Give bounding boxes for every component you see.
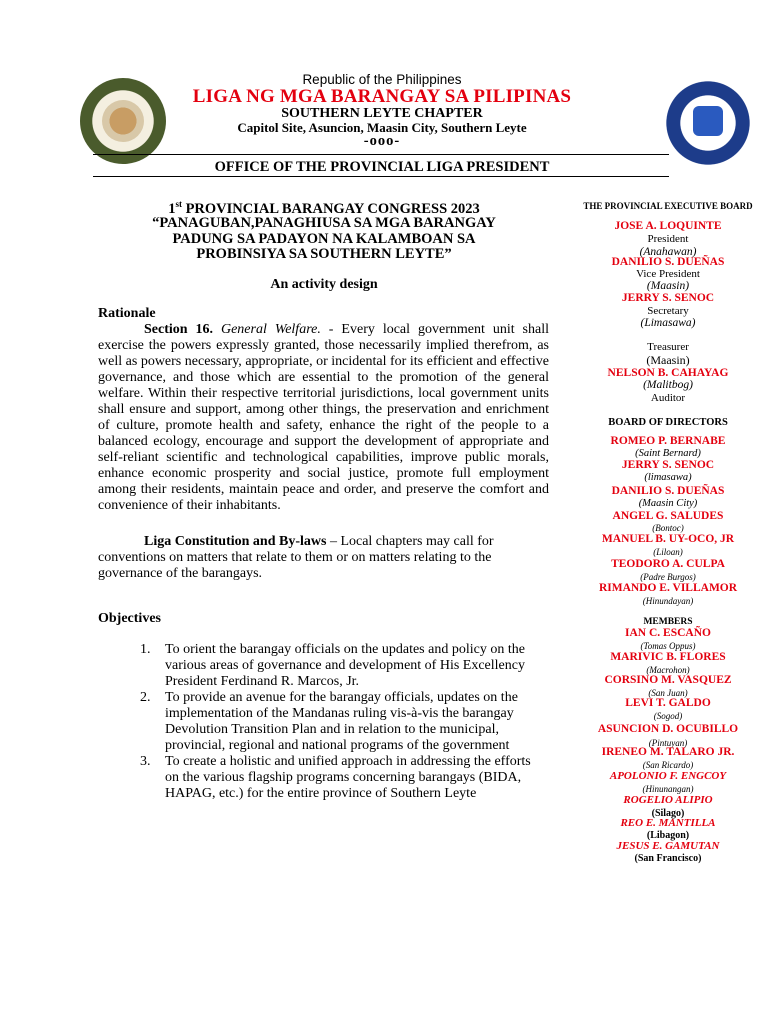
member-place: (San Ricardo) <box>642 760 694 770</box>
member-name: APOLONIO F. ENGCOY <box>609 770 727 782</box>
board-heading: BOARD OF DIRECTORS <box>608 417 728 428</box>
subtitle: An activity design <box>270 277 378 292</box>
office-title: OFFICE OF THE PROVINCIAL LIGA PRESIDENT <box>214 159 550 175</box>
objectives-heading: Objectives <box>98 611 161 626</box>
member-name: ASUNCION D. OCUBILLO <box>597 723 739 735</box>
member-name: LEVI T. GALDO <box>625 697 711 709</box>
member-place: (Hinunangan) <box>642 784 694 794</box>
section-16-paragraph: Section 16. General Welfare. - Every local government unit shall exercise the powers expressly granted, those necessarily implied therefrom, as well as powers necessary, appropriate, or incidental for its efficient and effective governance, and those which are essential to the promotion of the general welfare. Within their respective territorial jurisdictions, local government units shall ensure and support, among other things, the preservation and enrichment of culture, promote health and safety, enhance the right of the people to a balanced ecology, encourage and support the development of appropriate and self-reliant scientific and technological capabilities, improve public morals, enhance economic prosperity and social justice, promote full employment among their residents, maintain peace and order, and preserve the comfort and convenience of their inhabitants. <box>98 322 550 513</box>
director-name: RIMANDO E. VILLAMOR <box>598 582 738 594</box>
officer-title: President <box>647 233 689 245</box>
theme-line: PROBINSIYA SA SOUTHERN LEYTE” <box>196 246 452 262</box>
officer-title: Vice President <box>636 268 700 280</box>
officer-place: (Malitbog) <box>643 379 693 391</box>
director-place: (limasawa) <box>644 472 692 483</box>
director-place: (Padre Burgos) <box>640 572 696 582</box>
director-place: (Liloan) <box>653 547 683 557</box>
member-place: (San Juan) <box>648 688 688 698</box>
member-place: (Pintuyan) <box>648 738 688 748</box>
director-name: TEODORO A. CULPA <box>611 558 725 570</box>
member-name: REO E. MANTILLA <box>620 817 716 829</box>
divider <box>93 154 669 155</box>
separator: -ooo- <box>363 133 401 149</box>
director-place: (Maasin City) <box>638 498 698 509</box>
officer-title: Treasurer <box>647 341 689 353</box>
chapter-name: SOUTHERN LEYTE CHAPTER <box>281 106 483 121</box>
member-name: CORSINO M. VASQUEZ <box>604 674 732 686</box>
officer-title: Auditor <box>650 392 686 404</box>
members-heading: MEMBERS <box>643 617 693 627</box>
list-item: 1. To orient the barangay officials on the updates and policy on the various areas of governance and development of His Excellency President Ferdinand R. Marcos, Jr. <box>140 642 525 689</box>
congress-title: 1st PROVINCIAL BARANGAY CONGRESS 2023 <box>168 199 480 217</box>
theme-line: PADUNG SA PADAYON NA KALAMBOAN SA <box>172 231 476 247</box>
director-name: ANGEL G. SALUDES <box>612 510 724 522</box>
province-seal-icon <box>80 78 166 164</box>
director-place: (Bontoc) <box>652 523 684 533</box>
member-place: (San Francisco) <box>634 853 702 864</box>
director-name: ROMEO P. BERNABE <box>610 435 726 447</box>
member-place: (Sogod) <box>653 711 683 721</box>
list-item: 3. To create a holistic and unified approach in addressing the efforts on the various flagship programs concerning barangays (BIDA, HAPAG, etc.) for the entire province of Southern Leyte <box>140 754 531 801</box>
rationale-heading: Rationale <box>98 306 156 321</box>
director-name: DANILIO S. DUEÑAS <box>611 485 725 497</box>
liga-seal-icon <box>665 80 751 166</box>
exec-board-heading: THE PROVINCIAL EXECUTIVE BOARD <box>583 201 753 211</box>
theme-line: “PANAGUBAN,PANAGHIUSA SA MGA BARANGAY <box>152 215 496 231</box>
director-name: MANUEL B. UY-OCO, JR <box>601 533 735 545</box>
liga-constitution-paragraph: Liga Constitution and By-laws – Local chapters may call for conventions on matters that relate to them or on matters relating to the governance of the barangays. <box>98 534 494 581</box>
officer-name: JOSE A. LOQUINTE <box>614 220 722 232</box>
officer-name: NELSON B. CAHAYAG <box>607 367 729 379</box>
officer-place: (Anahawan) <box>639 246 697 258</box>
organization-name: LIGA NG MGA BARANGAY SA PILIPINAS <box>192 86 572 107</box>
member-place: (Tomas Oppus) <box>640 641 696 651</box>
officer-name: DANILIO S. DUEÑAS <box>611 256 725 268</box>
member-name: IRENEO M. TALARO JR. <box>601 746 735 758</box>
officer-place: (Maasin) <box>646 280 690 292</box>
director-place: (Hinundayan) <box>642 596 694 606</box>
officer-title: Secretary <box>647 305 689 317</box>
officer-place: (Maasin) <box>646 353 690 367</box>
officer-name: JERRY S. SENOC <box>621 292 715 304</box>
member-place: (Macrohon) <box>646 665 690 675</box>
objectives-list <box>140 642 548 802</box>
address: Capitol Site, Asuncion, Maasin City, Southern Leyte <box>237 120 527 135</box>
member-name: ROGELIO ALIPIO <box>623 794 713 806</box>
director-place: (Saint Bernard) <box>635 448 701 459</box>
member-place: (Libagon) <box>646 830 690 841</box>
seal-emblem-icon <box>102 100 144 142</box>
member-place: (Silago) <box>651 808 685 819</box>
member-name: MARIVIC B. FLORES <box>610 651 726 663</box>
seal-emblem-icon <box>693 106 723 136</box>
director-name: JERRY S. SENOC <box>621 459 715 471</box>
officer-place: (Limasawa) <box>640 317 696 329</box>
member-name: IAN C. ESCAÑO <box>625 627 711 639</box>
member-name: JESUS E. GAMUTAN <box>616 840 720 852</box>
list-item: 2. To provide an avenue for the barangay officials, updates on the implementation of the Mandanas ruling vis-à-vis the barangay Devolution Transition Plan and in relation to the municipal, provincial, regional and national programs of the government <box>140 690 518 753</box>
republic-line: Republic of the Philippines <box>302 72 462 87</box>
divider <box>93 176 669 177</box>
